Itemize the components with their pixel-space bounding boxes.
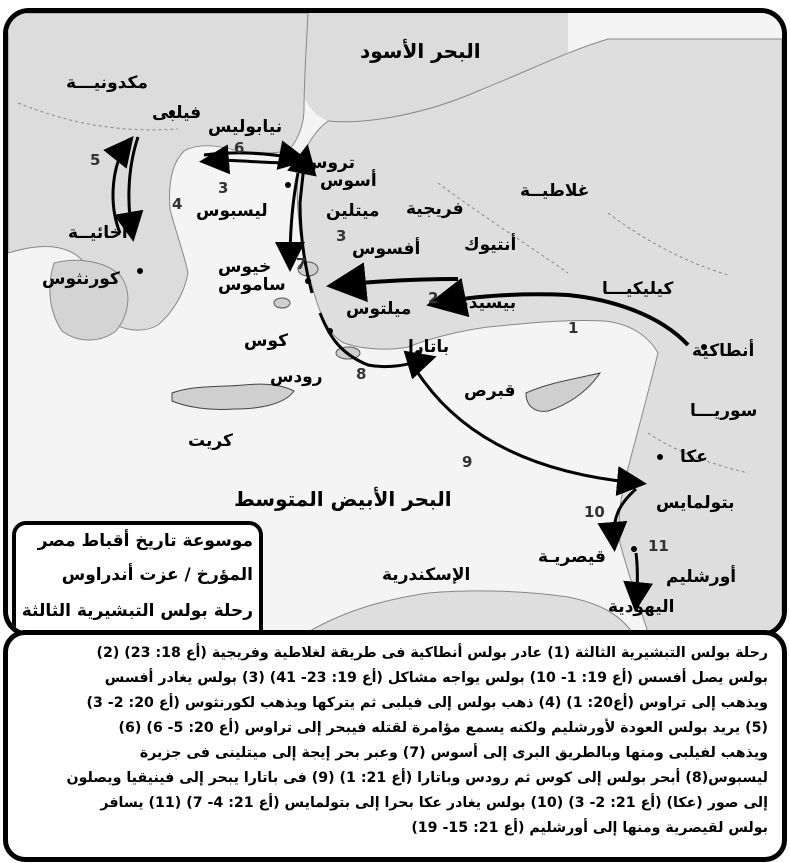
route-number-7: 7 (296, 255, 307, 273)
label-chios: خيوس (218, 257, 272, 277)
info-encyclopedia-title: موسوعة تاريخ أقباط مصر (37, 531, 253, 551)
label-galatia: غلاطيــة (520, 181, 590, 201)
label-mitylene: ميتلين (326, 201, 380, 221)
map-frame (3, 8, 787, 637)
route-number-5: 5 (90, 151, 101, 169)
description-line: إلى صور (عكا) (أع 21: 2- 3) (10) بولس يغادر عكا بحرا إلى بتولمايس (أع 21: 4- 7) (11) يسافر (100, 795, 768, 811)
label-jerusalem: أورشليم (666, 567, 737, 587)
route-number-1: 1 (568, 319, 579, 337)
route-number-4: 4 (172, 195, 183, 213)
label-samos: ساموس (218, 275, 286, 295)
label-philippi: فيلبى (152, 103, 202, 123)
info-author: المؤرخ / عزت أندراوس (61, 565, 253, 585)
label-phrygia: فريجية (406, 199, 464, 219)
description-line: بولس لقيصرية ومنها إلى أورشليم (أع 21: 15- 19) (411, 820, 768, 836)
description-line: (5) يريد بولس العودة لأورشليم ولكنه يسمع مؤامرة لقتله فيبحر إلى تراوس (أع 20: 5- 6) (6) (118, 720, 768, 736)
description-line: ويذهب لفيلبى ومنها وبالطريق البرى إلى أسوس (7) وعبر بحر إيجة إلى ميتلينى فى جزيرة (139, 745, 768, 761)
label-mediterranean: البحر الأبيض المتوسط (234, 487, 452, 511)
label-ptolemais: بتولمايس (656, 493, 735, 513)
description-line: بولس يصل أفسس (أع 19: 1- 10) بولس يواجه مشاكل (أع 19: 23- 41) (3) بولس يغادر أفسس (104, 670, 768, 686)
label-acco: عكا (680, 447, 708, 467)
route-number-9: 9 (462, 453, 473, 471)
route-11 (636, 553, 638, 603)
label-troas: تروس (304, 153, 355, 173)
label-macedonia: مكدونيـــة (66, 73, 148, 93)
label-pisidia: بيسيديا (456, 293, 517, 313)
route-number-3b: 3 (336, 227, 347, 245)
label-crete: كريت (188, 431, 233, 451)
info-map-title: رحلة بولس التبشيرية الثالثة (21, 601, 253, 621)
label-black-sea: البحر الأسود (360, 39, 481, 63)
label-ephesus: أفسوس (352, 239, 421, 259)
label-cilicia: كيليكيـــا (602, 279, 674, 299)
description-line: ويذهب إلى تراوس (أع20: 1) (4) ذهب بولس إلى فيلبى ثم يتركها ويذهب لكورنثوس (أع 20: 2- 3) (86, 695, 768, 711)
description-line: ليسبوس(8) أبحر بولس إلى كوس ثم رودس وباتارا (أع 21: 1) (9) فى باتارا يبحر إلى فينيقيا ويصلون (66, 770, 768, 786)
route-number-10: 10 (584, 503, 605, 521)
label-syria: سوريـــا (690, 401, 758, 421)
label-assos: أسوس (320, 171, 377, 191)
label-kos: كوس (244, 331, 289, 351)
label-cyprus: قبرص (464, 381, 516, 401)
route-number-11: 11 (648, 537, 669, 555)
route-number-2: 2 (428, 289, 439, 307)
label-rhodes: رودس (270, 367, 323, 387)
route-number-8: 8 (356, 365, 367, 383)
label-patara: باتارا (408, 337, 450, 357)
description-line: رحلة بولس التبشيرية الثالثة (1) عادر بولس أنطاكية فى طريقة لغلاطية وفريجية (أع 18: 23) (2) (96, 645, 768, 661)
label-achaia: أخائيــة (68, 223, 128, 243)
label-alexandria: الإسكندرية (382, 565, 471, 585)
label-antioch-pisidia: أنتيوك (464, 235, 517, 255)
label-neapolis: نيابوليس (208, 117, 283, 137)
description-box (3, 630, 787, 862)
info-box (12, 521, 263, 637)
label-antioch-syria: أنطاكية (692, 341, 755, 361)
label-miletus: ميلتوس (346, 299, 412, 319)
route-number-3a: 3 (218, 179, 229, 197)
route-number-6: 6 (234, 139, 245, 157)
label-caesarea: قيصريـة (538, 547, 606, 567)
label-corinth: كورنثوس (42, 269, 120, 289)
label-judea: اليهودية (608, 597, 675, 617)
label-lesbos: ليسبوس (196, 201, 268, 221)
